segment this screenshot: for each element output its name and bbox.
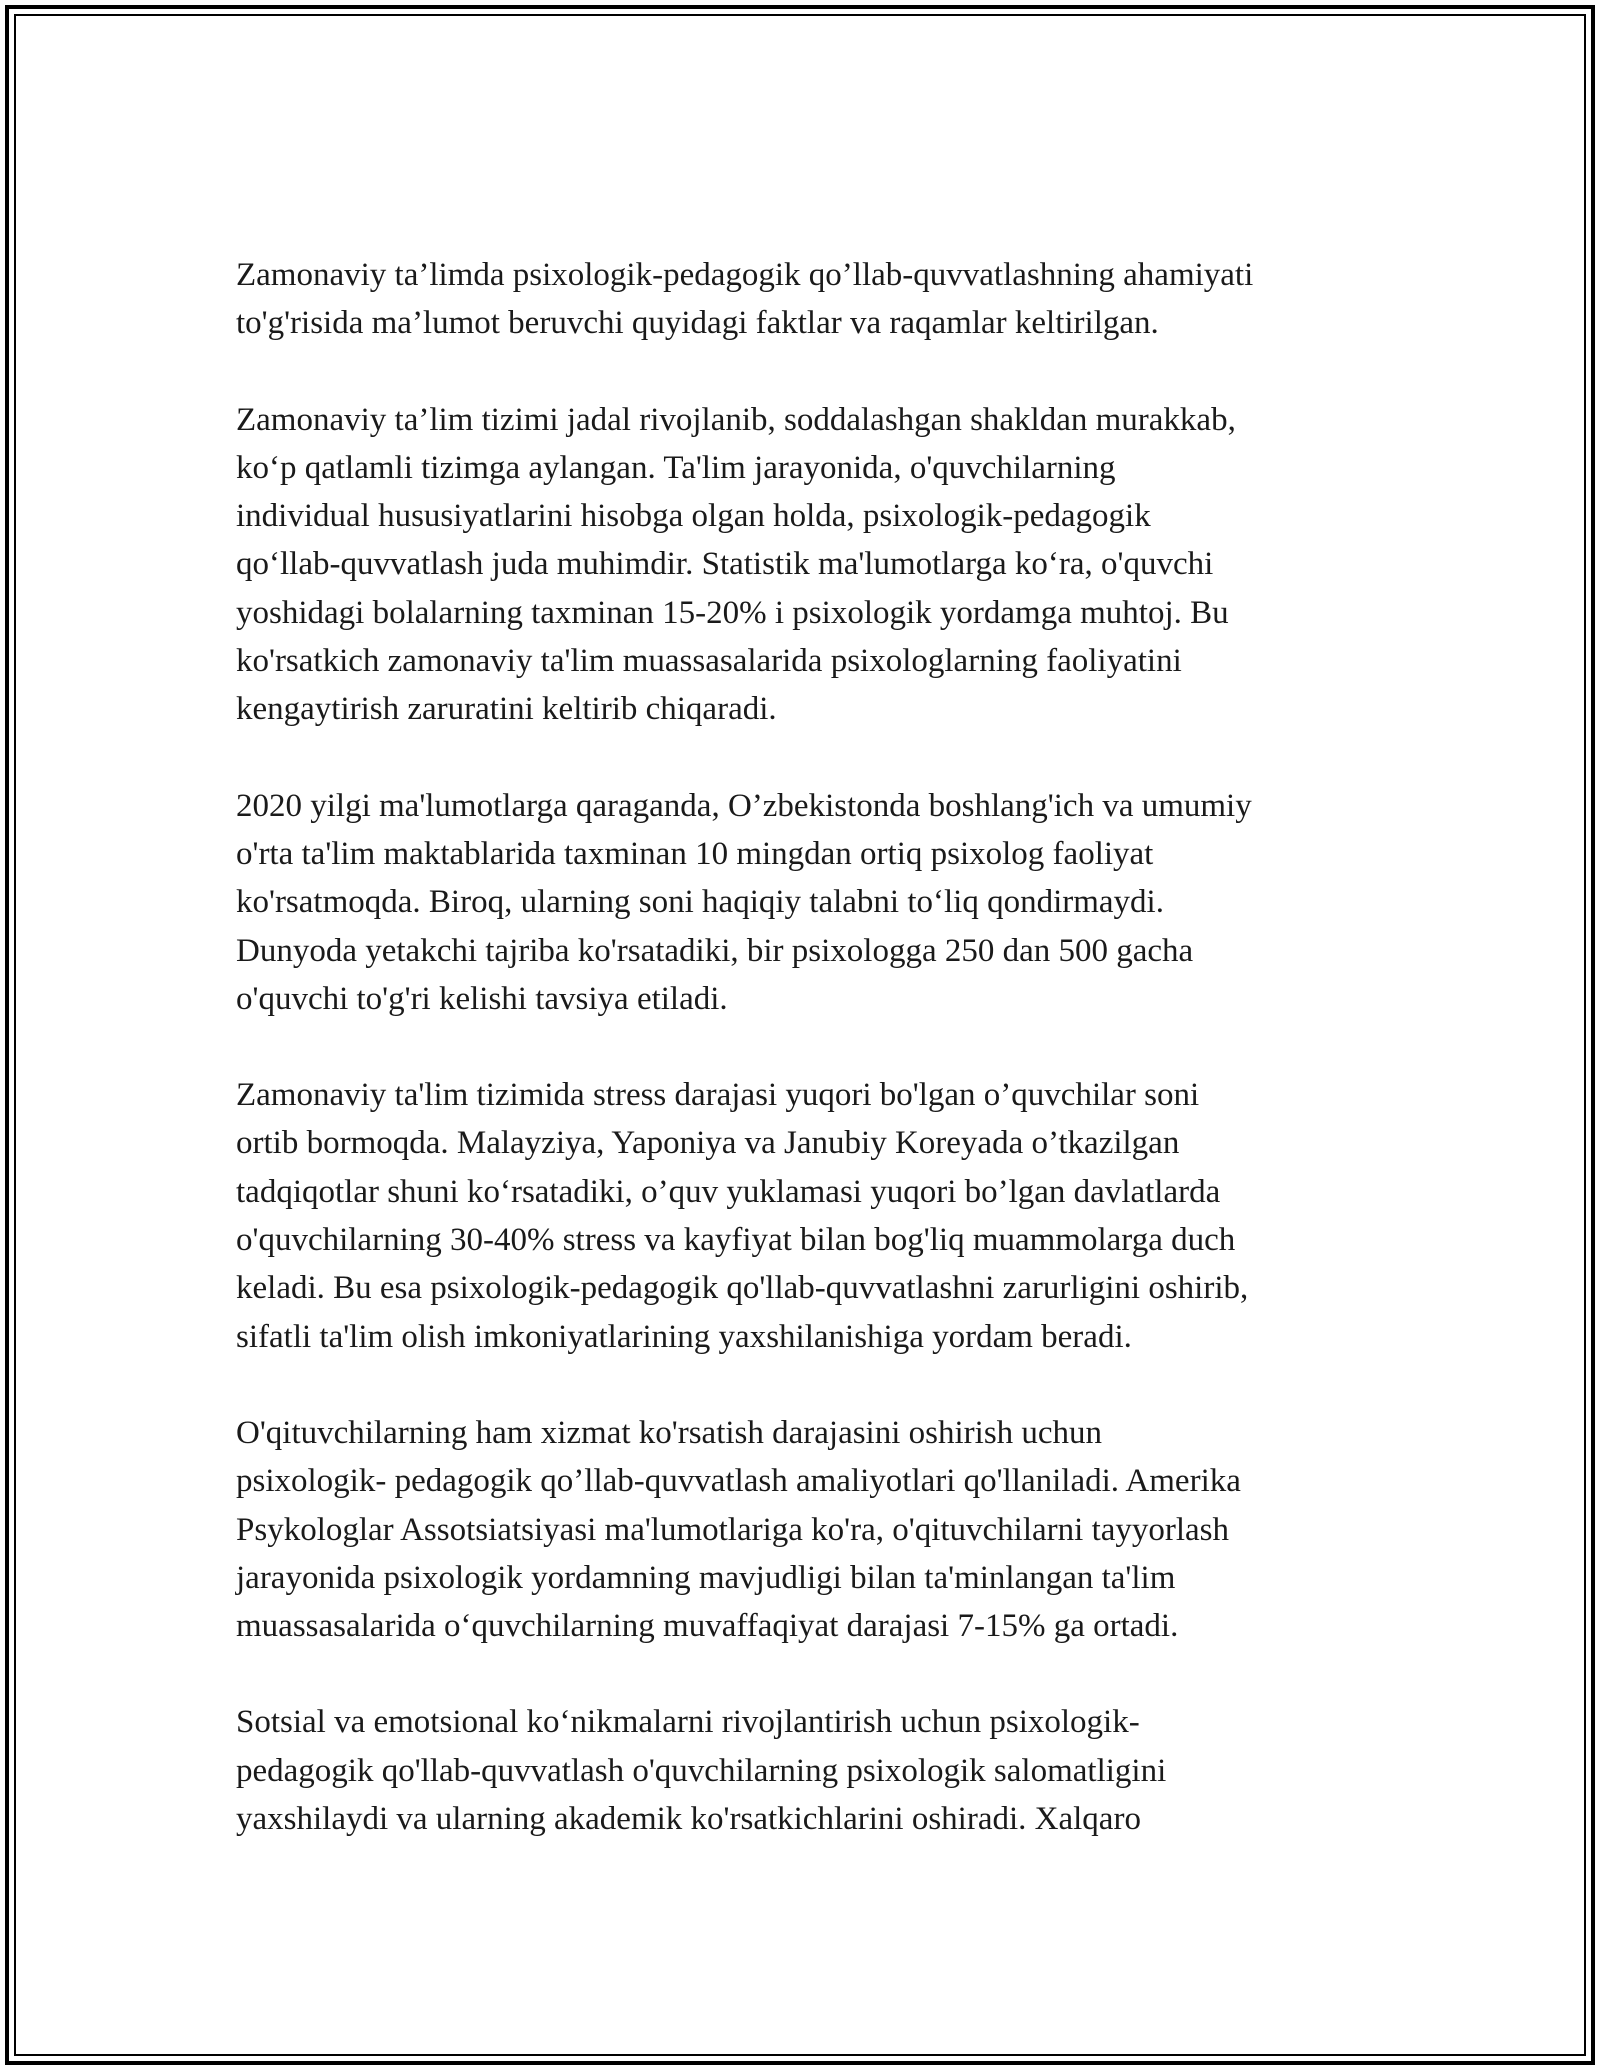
- text-line: o'quvchilarning 30-40% stress va kayfiyat bilan bog'liq muammolarga duch: [236, 1222, 1236, 1259]
- text-line: psixologik- pedagogik qo’llab-quvvatlash amaliyotlari qo'llaniladi. Amerika: [236, 1463, 1241, 1500]
- text-line: ko‘p qatlamli tizimga aylangan. Ta'lim jarayonida, o'quvchilarning: [236, 449, 1116, 486]
- text-line: muassasalarida o‘quvchilarning muvaffaqiyat darajasi 7-15% ga ortadi.: [236, 1608, 1179, 1645]
- text-line: Sotsial va emotsional ko‘nikmalarni rivojlantirish uchun psixologik-: [236, 1704, 1140, 1741]
- text-line: o'rta ta'lim maktablarida taxminan 10 mingdan ortiq psixolog faoliyat: [236, 835, 1154, 872]
- text-line: yaxshilaydi va ularning akademik ko'rsatkichlarini oshiradi. Xalqaro: [236, 1801, 1141, 1838]
- text-line: sifatli ta'lim olish imkoniyatlarining yaxshilanishiga yordam beradi.: [236, 1318, 1132, 1355]
- paragraph-uzbekistan-2020: [236, 782, 1366, 1023]
- paragraph-social-emotional: [236, 1698, 1366, 1843]
- text-line: yoshidagi bolalarning taxminan 15-20% i psixologik yordamga muhtoj. Bu: [236, 594, 1229, 631]
- text-line: ko'rsatmoqda. Biroq, ularning soni haqiqiy talabni to‘liq qondirmaydi.: [236, 884, 1164, 921]
- text-line: qo‘llab-quvvatlash juda muhimdir. Statistik ma'lumotlarga ko‘ra, o'quvchi: [236, 546, 1214, 583]
- text-line: ortib bormoqda. Malayziya, Yaponiya va Janubiy Koreyada o’tkazilgan: [236, 1125, 1180, 1162]
- text-line: 2020 yilgi ma'lumotlarga qaraganda, O’zbekistonda boshlang'ich va umumiy: [236, 787, 1252, 824]
- paragraph-education-system: [236, 396, 1366, 734]
- text-line: Zamonaviy ta’lim tizimi jadal rivojlanib, soddalashgan shakldan murakkab,: [236, 401, 1236, 438]
- document-body: [236, 251, 1366, 1891]
- text-line: Psykologlar Assotsiatsiyasi ma'lumotlariga ko'ra, o'qituvchilarni tayyorlash: [236, 1511, 1230, 1548]
- text-line: ko'rsatkich zamonaviy ta'lim muassasalarida psixologlarning faoliyatini: [236, 643, 1182, 680]
- text-line: o'quvchi to'g'ri kelishi tavsiya etiladi.: [236, 980, 728, 1017]
- paragraph-stress-levels: [236, 1071, 1366, 1361]
- text-line: keladi. Bu esa psixologik-pedagogik qo'llab-quvvatlashni zarurligini oshirib,: [236, 1270, 1249, 1307]
- text-line: to'g'risida ma’lumot beruvchi quyidagi faktlar va raqamlar keltirilgan.: [236, 305, 1159, 342]
- text-line: jarayonida psixologik yordamning mavjudligi bilan ta'minlangan ta'lim: [236, 1559, 1176, 1596]
- text-line: individual hususiyatlarini hisobga olgan holda, psixologik-pedagogik: [236, 498, 1151, 535]
- text-line: Dunyoda yetakchi tajriba ko'rsatadiki, bir psixologga 250 dan 500 gacha: [236, 932, 1194, 969]
- paragraph-intro: [236, 251, 1366, 348]
- text-line: kengaytirish zaruratini keltirib chiqaradi.: [236, 691, 777, 728]
- text-line: tadqiqotlar shuni ko‘rsatadiki, o’quv yuklamasi yuqori bo’lgan davlatlarda: [236, 1173, 1221, 1210]
- paragraph-teachers: [236, 1409, 1366, 1650]
- text-line: Zamonaviy ta’limda psixologik-pedagogik qo’llab-quvvatlashning ahamiyati: [236, 257, 1254, 293]
- text-line: Zamonaviy ta'lim tizimida stress darajasi yuqori bo'lgan o’quvchilar soni: [236, 1077, 1200, 1114]
- text-line: pedagogik qo'llab-quvvatlash o'quvchilarning psixologik salomatligini: [236, 1752, 1167, 1789]
- text-line: O'qituvchilarning ham xizmat ko'rsatish darajasini oshirish uchun: [236, 1414, 1103, 1451]
